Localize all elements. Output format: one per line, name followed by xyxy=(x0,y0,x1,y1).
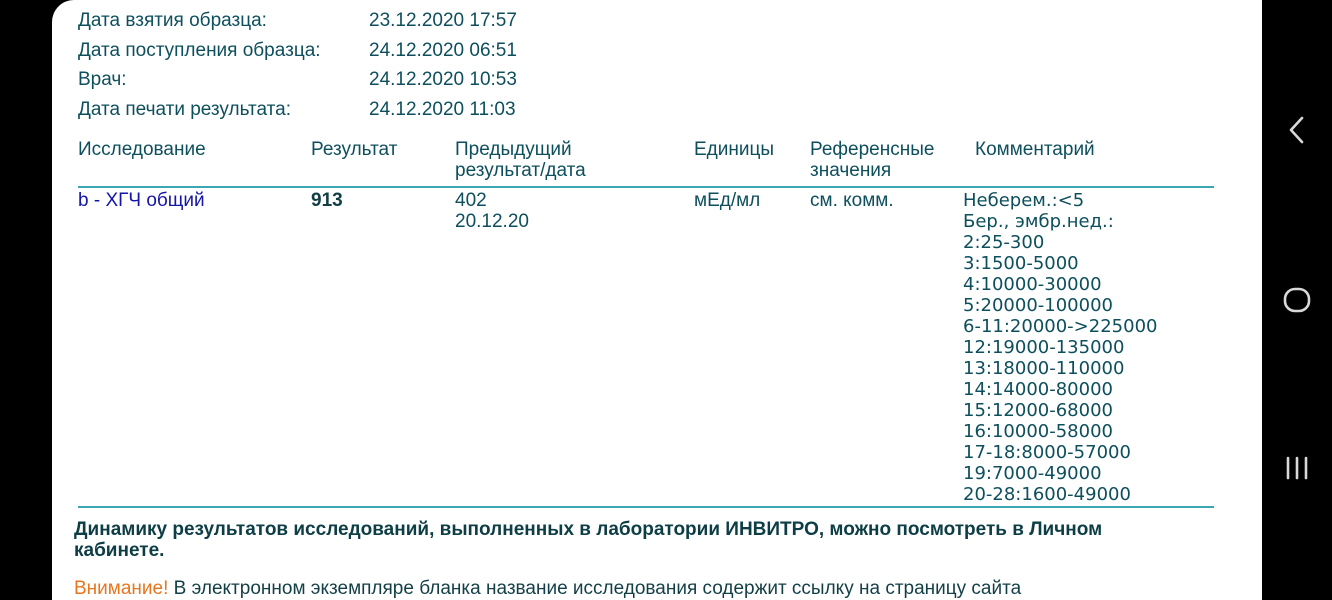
doctor-label: Врач: xyxy=(78,69,127,90)
comment-line: 3:1500-5000 xyxy=(963,253,1079,274)
sample-received-label: Дата поступления образца: xyxy=(78,39,321,61)
result-value: 913 xyxy=(311,190,343,211)
sample-taken-label: Дата взятия образца: xyxy=(78,10,267,31)
comment-line: 16:10000-58000 xyxy=(963,421,1113,442)
comment-line: 17-18:8000-57000 xyxy=(963,442,1131,463)
lab-result-document xyxy=(52,0,1262,600)
previous-result xyxy=(455,190,529,232)
recent-apps-icon[interactable] xyxy=(1262,438,1332,498)
reference-value: см. комм. xyxy=(810,190,894,211)
sample-received-value: 24.12.2020 06:51 xyxy=(369,39,517,61)
warning-prefix: Внимание! xyxy=(74,578,169,599)
personal-account-notice: Динамику результатов исследований, выполненных в лаборатории ИНВИТРО, можно посмотреть в Личном кабинете. xyxy=(74,519,1103,561)
sample-info xyxy=(78,6,517,124)
back-icon[interactable] xyxy=(1262,100,1332,160)
comment-line: 15:12000-68000 xyxy=(963,400,1113,421)
comment-line: 6-11:20000->225000 xyxy=(963,316,1158,337)
table-row xyxy=(78,190,1214,508)
system-navigation-bar xyxy=(1262,0,1332,600)
comment-line: Бер., эмбр.нед.: xyxy=(963,211,1114,232)
previous-value: 402 xyxy=(455,190,487,211)
comment-line: Неберем.:<5 xyxy=(963,190,1085,211)
comment-line: 12:19000-135000 xyxy=(963,337,1125,358)
print-date-label: Дата печати результата: xyxy=(78,98,291,120)
comment-list xyxy=(963,190,1157,505)
header-test: Исследование xyxy=(78,139,206,160)
units-value: мЕд/мл xyxy=(694,190,761,211)
header-result: Результат xyxy=(311,139,398,160)
test-name-link[interactable]: b - ХГЧ общий xyxy=(78,190,205,211)
comment-line: 4:10000-30000 xyxy=(963,274,1102,295)
home-icon[interactable] xyxy=(1262,270,1332,330)
comment-line: 2:25-300 xyxy=(963,232,1045,253)
previous-date: 20.12.20 xyxy=(455,211,529,232)
comment-line: 13:18000-110000 xyxy=(963,358,1125,379)
comment-line: 14:14000-80000 xyxy=(963,379,1113,400)
header-reference: Референсные значения xyxy=(810,139,935,181)
header-comment: Комментарий xyxy=(975,139,1095,160)
comment-line: 20-28:1600-49000 xyxy=(963,484,1131,505)
results-table-header xyxy=(78,139,1214,188)
warning-text xyxy=(74,578,1021,600)
sample-taken-value: 23.12.2020 17:57 xyxy=(369,10,517,31)
comment-line: 19:7000-49000 xyxy=(963,463,1102,484)
comment-line: 5:20000-100000 xyxy=(963,295,1113,316)
header-previous: Предыдущий результат/дата xyxy=(455,139,586,181)
doctor-value: 24.12.2020 10:53 xyxy=(369,69,517,90)
warning-body: В электронном экземпляре бланка название исследования содержит ссылку на страницу сайта xyxy=(168,578,1022,599)
header-units: Единицы xyxy=(694,139,775,160)
print-date-value: 24.12.2020 11:03 xyxy=(369,98,516,120)
